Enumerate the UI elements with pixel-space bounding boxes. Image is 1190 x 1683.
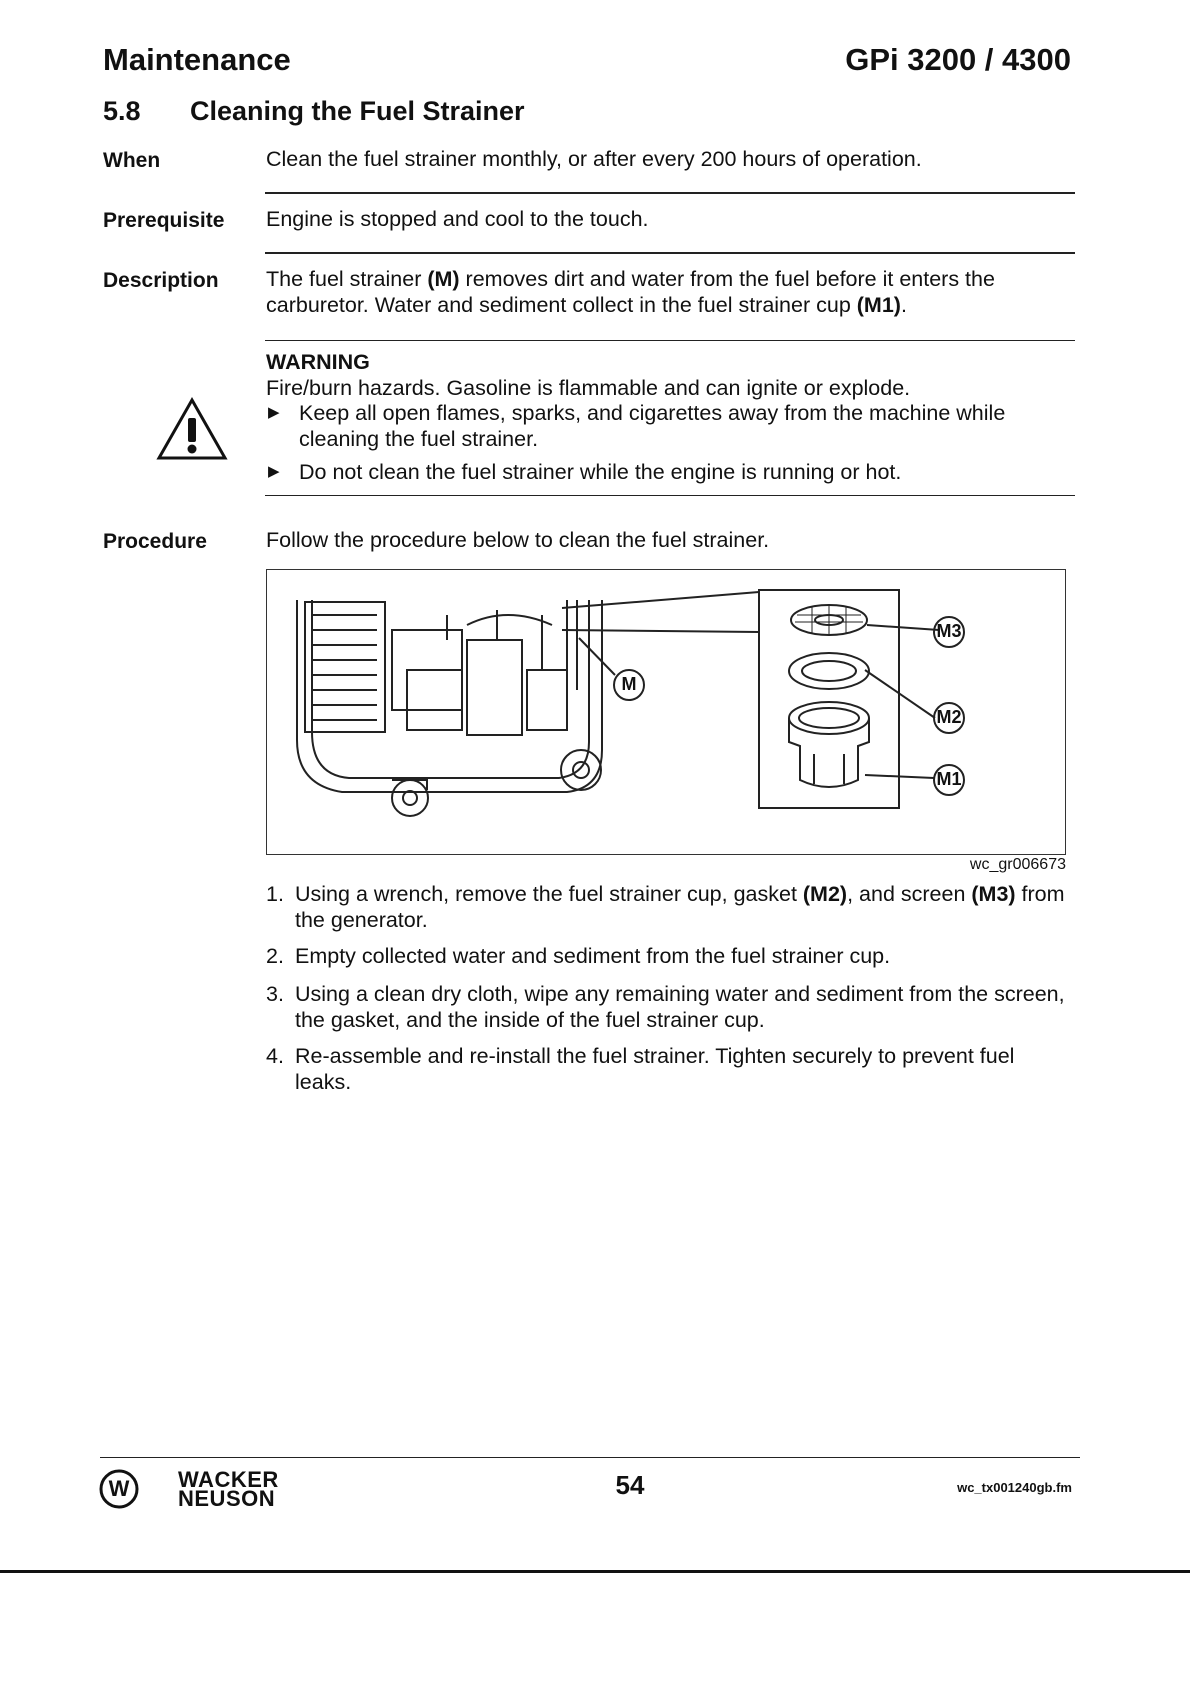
callout-m: M bbox=[621, 674, 637, 694]
procedure-step: 2. Empty collected water and sediment from the fuel strainer cup. bbox=[266, 944, 891, 968]
section-title: Cleaning the Fuel Strainer bbox=[190, 96, 525, 126]
header-section-name: Maintenance bbox=[103, 42, 291, 77]
wacker-neuson-logo-icon: W bbox=[99, 1469, 139, 1509]
bullet-arrow-icon: ▶ bbox=[268, 404, 280, 421]
bullet-arrow-icon: ▶ bbox=[268, 463, 280, 480]
footer-brand: WACKER NEUSON bbox=[178, 1467, 279, 1511]
warning-title: WARNING bbox=[266, 350, 370, 374]
prerequisite-text: Engine is stopped and cool to the touch. bbox=[266, 207, 649, 231]
divider bbox=[265, 192, 1075, 194]
figure-id: wc_gr006673 bbox=[969, 856, 1066, 873]
prerequisite-label: Prerequisite bbox=[103, 209, 225, 232]
description-text: The fuel strainer (M) removes dirt and water from the fuel before it enters the carburetor. Water and sediment collect in the fuel strainer cup (M1). bbox=[266, 267, 995, 317]
procedure-step: 4. Re-assemble and re-install the fuel strainer. Tighten securely to prevent fuel leaks. bbox=[266, 1044, 1015, 1094]
procedure-step: 1. Using a wrench, remove the fuel strainer cup, gasket (M2), and screen (M3) from the generator. bbox=[266, 882, 1065, 932]
divider bbox=[265, 495, 1075, 496]
callout-m2: M2 bbox=[936, 707, 962, 727]
when-label: When bbox=[103, 149, 161, 172]
warning-bullet: ▶ Do not clean the fuel strainer while the engine is running or hot. bbox=[268, 460, 902, 484]
when-text: Clean the fuel strainer monthly, or after every 200 hours of operation. bbox=[266, 147, 922, 171]
footer-file-name: wc_tx001240gb.fm bbox=[957, 1480, 1072, 1495]
procedure-step: 3. Using a clean dry cloth, wipe any remaining water and sediment from the screen, the gasket, and the inside of the fuel strainer cup. bbox=[266, 982, 1065, 1032]
page-edge-line bbox=[0, 1570, 1190, 1573]
callout-m3: M3 bbox=[936, 621, 962, 641]
fuel-strainer-figure bbox=[266, 569, 1066, 855]
section-number: 5.8 bbox=[103, 96, 141, 126]
divider bbox=[265, 340, 1075, 341]
divider bbox=[265, 252, 1075, 254]
header-product-name: GPi 3200 / 4300 bbox=[845, 42, 1071, 77]
warning-text: Fire/burn hazards. Gasoline is flammable and can ignite or explode. bbox=[266, 376, 911, 400]
warning-triangle-icon bbox=[156, 396, 228, 462]
description-label: Description bbox=[103, 269, 219, 292]
procedure-label: Procedure bbox=[103, 530, 207, 553]
page-number: 54 bbox=[615, 1470, 645, 1500]
footer-rule bbox=[100, 1457, 1080, 1458]
callout-m1: M1 bbox=[936, 769, 962, 789]
procedure-intro: Follow the procedure below to clean the fuel strainer. bbox=[266, 528, 770, 552]
warning-bullet: ▶ Keep all open flames, sparks, and cigarettes away from the machine while cleaning the fuel strainer. bbox=[268, 401, 1006, 451]
